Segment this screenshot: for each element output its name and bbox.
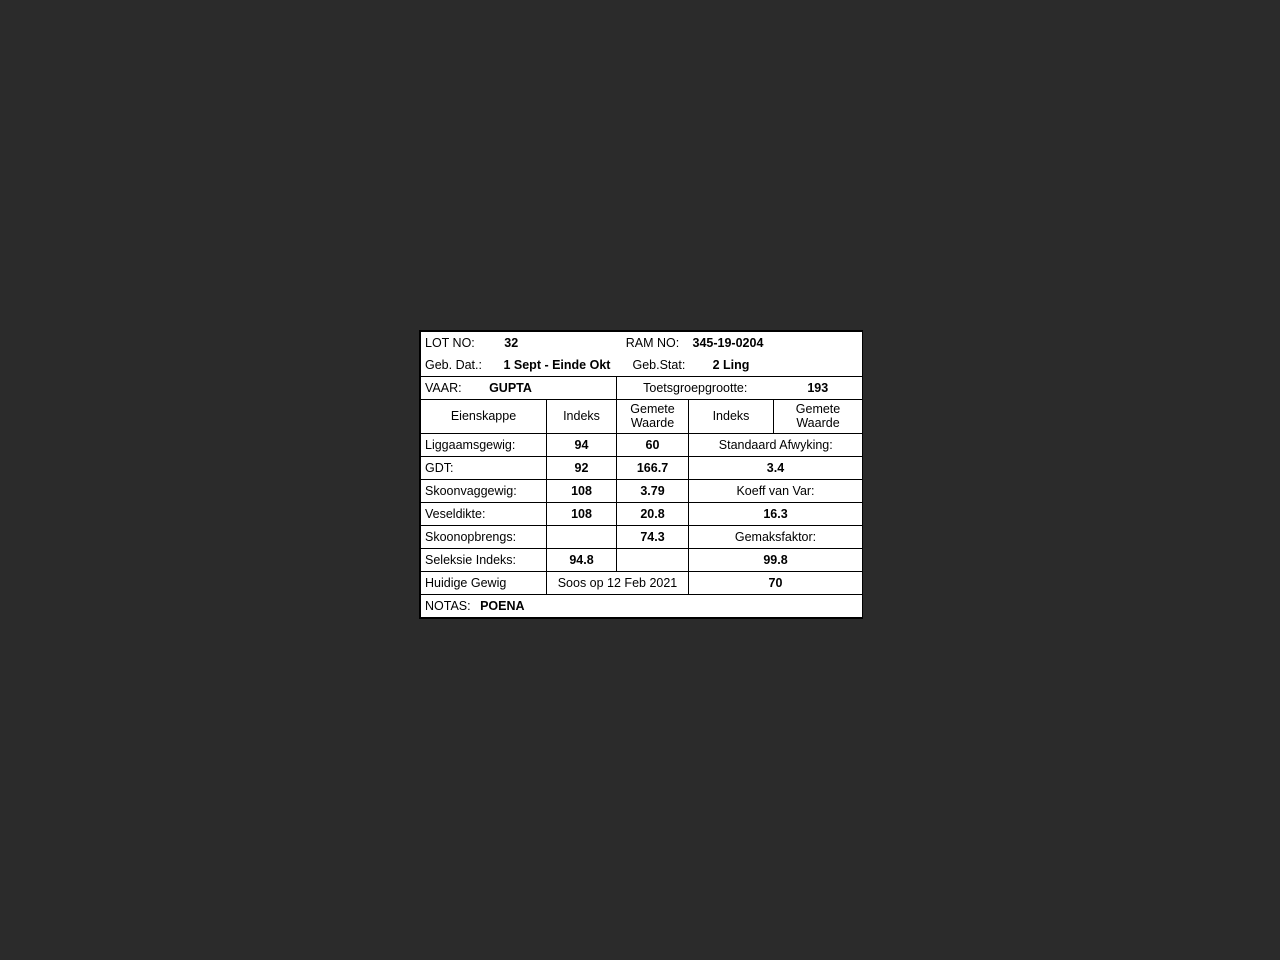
geb-stat-value: 2 Ling xyxy=(712,357,750,372)
stat-label: Koeff van Var: xyxy=(689,479,863,502)
geb-dat-value: 1 Sept - Einde Okt xyxy=(503,357,611,372)
toetsgroep-value: 193 xyxy=(807,380,829,395)
table-row xyxy=(421,525,863,548)
lot-spacer xyxy=(547,332,617,355)
table-row xyxy=(421,548,863,571)
column-header-indeks-1 xyxy=(547,400,617,434)
vaar-cell xyxy=(421,377,547,400)
trait-label: Veseldikte: xyxy=(421,502,547,525)
table-header-row xyxy=(421,400,863,434)
trait-label: Seleksie Indeks: xyxy=(421,548,547,571)
trait-gemete-waarde: 60 xyxy=(617,433,689,456)
current-weight-label: Huidige Gewig xyxy=(421,571,547,594)
column-header-indeks-2 xyxy=(689,400,774,434)
lot-no-label: LOT NO: xyxy=(425,335,475,350)
table-row-lot xyxy=(421,332,863,355)
table-row-current-weight xyxy=(421,571,863,594)
ram-no-label-cell xyxy=(617,332,689,355)
geb-stat-spacer xyxy=(774,354,863,377)
trait-gemete-waarde: 3.79 xyxy=(617,479,689,502)
table-row-notes xyxy=(421,594,863,617)
trait-gemete-waarde: 20.8 xyxy=(617,502,689,525)
table-row xyxy=(421,502,863,525)
column-header-gemete-waarde-1 xyxy=(617,400,689,434)
trait-indeks: 94.8 xyxy=(547,548,617,571)
table-row xyxy=(421,433,863,456)
column-header-indeks-1-label: Indeks xyxy=(563,409,600,424)
stat-label: Standaard Afwyking: xyxy=(689,433,863,456)
column-header-indeks-2-label: Indeks xyxy=(712,409,750,424)
column-header-gemete-waarde-1-line2: Waarde xyxy=(630,416,675,431)
trait-gemete-waarde: 74.3 xyxy=(617,525,689,548)
ram-info-table xyxy=(420,331,863,618)
ram-no-value: 345-19-0204 xyxy=(692,335,764,350)
vaar-label: VAAR: xyxy=(425,380,462,395)
column-header-eienskappe xyxy=(421,400,547,434)
column-header-gemete-waarde-2-line1: Gemete xyxy=(795,402,841,416)
geb-stat-label-cell xyxy=(617,354,689,377)
lot-no-row xyxy=(421,332,547,355)
toetsgroep-label-cell xyxy=(617,377,774,400)
ram-no-label: RAM NO: xyxy=(625,335,680,350)
column-header-gemete-waarde-2 xyxy=(774,400,863,434)
trait-gemete-waarde xyxy=(617,548,689,571)
notes-cell xyxy=(421,594,863,617)
stat-value: 16.3 xyxy=(689,502,863,525)
trait-indeks xyxy=(547,525,617,548)
table-row xyxy=(421,479,863,502)
trait-indeks: 92 xyxy=(547,456,617,479)
current-weight-value: 70 xyxy=(689,571,863,594)
geb-dat-cell xyxy=(421,354,611,377)
column-header-gemete-waarde-2-line2: Waarde xyxy=(796,416,840,431)
trait-label: Skoonopbrengs: xyxy=(421,525,547,548)
trait-indeks: 94 xyxy=(547,433,617,456)
toetsgroep-value-cell xyxy=(774,377,863,400)
trait-label: GDT: xyxy=(421,456,547,479)
trait-label: Liggaamsgewig: xyxy=(421,433,547,456)
stat-value: 99.8 xyxy=(689,548,863,571)
table-row-birth xyxy=(421,354,863,377)
vaar-value-overflow xyxy=(547,377,617,400)
notes-label: NOTAS: xyxy=(425,598,471,613)
lot-no-value: 32 xyxy=(504,335,519,350)
column-header-gemete-waarde-1-line1: Gemete xyxy=(630,402,675,416)
toetsgroep-label: Toetsgroepgrootte: xyxy=(643,380,748,395)
column-header-eienskappe-label: Eienskappe xyxy=(450,409,517,424)
stat-label: Gemaksfaktor: xyxy=(689,525,863,548)
geb-dat-label: Geb. Dat.: xyxy=(425,357,482,372)
notes-value: POENA xyxy=(480,598,525,613)
table-row xyxy=(421,456,863,479)
stat-value: 3.4 xyxy=(689,456,863,479)
vaar-value: GUPTA xyxy=(489,380,532,395)
trait-indeks: 108 xyxy=(547,479,617,502)
trait-gemete-waarde: 166.7 xyxy=(617,456,689,479)
table-row-sire xyxy=(421,377,863,400)
trait-label: Skoonvaggewig: xyxy=(421,479,547,502)
ram-no-value-cell xyxy=(689,332,863,355)
trait-indeks: 108 xyxy=(547,502,617,525)
geb-stat-value-cell xyxy=(689,354,774,377)
geb-stat-label: Geb.Stat: xyxy=(632,357,686,372)
ram-info-card xyxy=(419,330,863,619)
current-weight-as-at: Soos op 12 Feb 2021 xyxy=(547,571,689,594)
